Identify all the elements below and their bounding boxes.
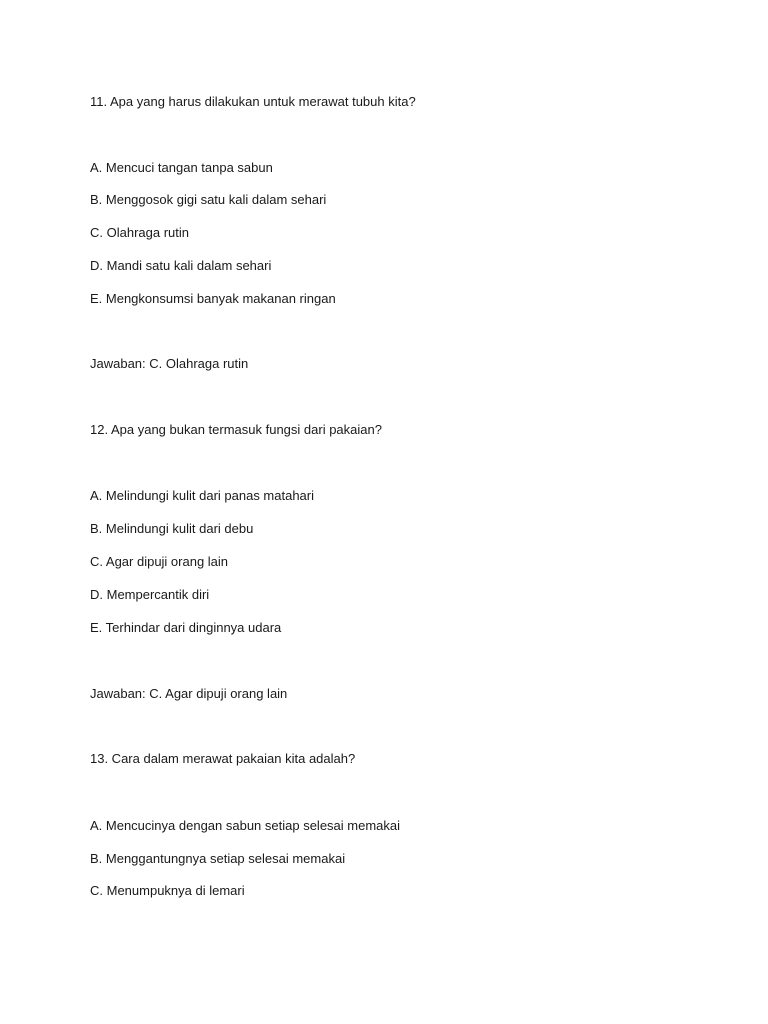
question-11-answer: Jawaban: C. Olahraga rutin: [90, 356, 249, 371]
question-13-text: 13. Cara dalam merawat pakaian kita adalah?: [90, 751, 356, 766]
question-12-option-e: E. Terhindar dari dinginnya udara: [90, 620, 282, 635]
question-12-text: 12. Apa yang bukan termasuk fungsi dari pakaian?: [90, 422, 382, 437]
question-11-text: 11. Apa yang harus dilakukan untuk merawat tubuh kita?: [90, 94, 416, 109]
question-12-option-a: A. Melindungi kulit dari panas matahari: [90, 488, 315, 503]
question-11-option-e: E. Mengkonsumsi banyak makanan ringan: [90, 291, 336, 306]
question-13-option-a: A. Mencucinya dengan sabun setiap selesai memakai: [90, 818, 401, 833]
question-11-option-d: D. Mandi satu kali dalam sehari: [90, 258, 272, 273]
question-13-option-b: B. Menggantungnya setiap selesai memakai: [90, 851, 346, 866]
question-12-option-c: C. Agar dipuji orang lain: [90, 554, 229, 569]
question-13-option-c: C. Menumpuknya di lemari: [90, 883, 245, 898]
question-11-option-a: A. Mencuci tangan tanpa sabun: [90, 160, 273, 175]
question-11-option-b: B. Menggosok gigi satu kali dalam sehari: [90, 192, 327, 207]
question-12-option-b: B. Melindungi kulit dari debu: [90, 521, 254, 536]
question-12-option-d: D. Mempercantik diri: [90, 587, 210, 602]
question-11-option-c: C. Olahraga rutin: [90, 225, 189, 240]
question-12-answer: Jawaban: C. Agar dipuji orang lain: [90, 686, 288, 701]
